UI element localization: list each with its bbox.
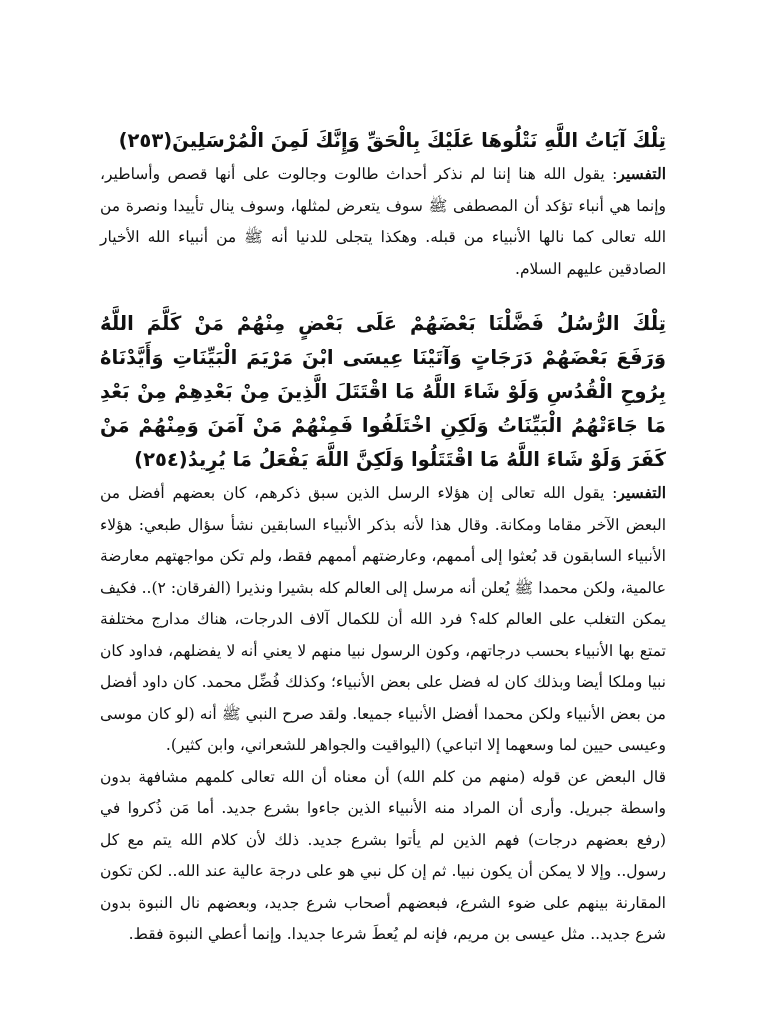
tafsir-text: : يقول الله هنا إننا لم نذكر أحداث طالوت وجالوت على أنها قصص وأساطير، وإنما هي أنباء تؤكد أن المصطفى ﷺ سوف يتعرض لمثلها، وسوف ينال تأييدا ونصرة من الله تعالى كما نالها الأنبياء من قبله. وهكذا يتجلى للدنيا أنه ﷺ من أنبياء الله الأخيار الصادقين عليهم السلام. [100, 165, 666, 278]
tafsir-text: : يقول الله تعالى إن هؤلاء الرسل الذين سبق ذكرهم، كان بعضهم أفضل من البعض الآخر مقاما ومكانة. وقال هذا لأنه بذكر الأنبياء السابقين نشأ سؤال طبعي: هؤلاء الأنبياء السابقون قد بُعثوا إلى أممهم، وعارضتهم أممهم فقط، ولم تكن مواجهتهم معارضة عالمية، ولكن محمدا ﷺ يُعلن أنه مرسل إلى العالم كله بشيرا ونذيرا (الفرقان: ٢).. فكيف يمكن التغلب على العالم كله؟ فرد الله أن للكمال آلاف الدرجات، هناك مدارج مختلفة تمتع بها الأنبياء بحسب درجاتهم، وكون الرسول نبيا منهم لا يعني أنه لا يفضلهم، فداود كان نبيا وملكا أيضا وبذلك كان له فضل على بعض الأنبياء؛ وكذلك فُضِّل محمد. كان داود أفضل من بعض الأنبياء ولكن محمدا أفضل الأنبياء جميعا. ولقد صرح النبي ﷺ أنه (لو كان موسى وعيسى حيين لما وسعهما إلا اتباعي) (اليواقيت والجواهر للشعراني، وابن كثير). [100, 484, 666, 754]
commentary-paragraph: قال البعض عن قوله (منهم من كلم الله) أن معناه أن الله تعالى كلمهم مشافهة بدون واسطة جبريل. وأرى أن المراد منه الأنبياء الذين جاءوا بشرع جديد. أما مَن ذُكروا في (رفع بعضهم درجات) فهم الذين لم يأتوا بشرع جديد. ذلك لأن كلام الله يتم مع كل رسول.. وإلا لا يمكن أن يكون نبيا. ثم إن كل نبي هو على درجة عالية عند الله.. لكن تكون المقارنة بينهم على ضوء الشرع، فبعضهم أصحاب شرع جديد، وبعضهم نال النبوة بدون شرع جديد.. مثل عيسى بن مريم، فإنه لم يُعطَ شرعا جديدا. وإنما أعطي النبوة فقط. [100, 767, 666, 943]
tafsir-254 [100, 477, 666, 762]
document-page [100, 124, 666, 951]
tafsir-label: التفسير [617, 483, 666, 502]
tafsir-label: التفسير [617, 164, 666, 183]
verse-253: تِلْكَ آيَاتُ اللَّهِ نَتْلُوهَا عَلَيْكَ بِالْحَقِّ وَإِنَّكَ لَمِنَ الْمُرْسَلِينَ(٢٥٣) [118, 129, 666, 152]
verse-254: تِلْكَ الرُّسُلُ فَضَّلْنَا بَعْضَهُمْ عَلَى بَعْضٍ مِنْهُمْ مَنْ كَلَّمَ اللَّهُ وَرَفَعَ بَعْضَهُمْ دَرَجَاتٍ وَآتَيْنَا عِيسَى ابْنَ مَرْيَمَ الْبَيِّنَاتِ وَأَيَّدْنَاهُ بِرُوحِ الْقُدُسِ وَلَوْ شَاءَ اللَّهُ مَا اقْتَتَلَ الَّذِينَ مِنْ بَعْدِهِمْ مِنْ بَعْدِ مَا جَاءَتْهُمُ الْبَيِّنَاتُ وَلَكِنِ اخْتَلَفُوا فَمِنْهُمْ مَنْ آمَنَ وَمِنْهُمْ مَنْ كَفَرَ وَلَوْ شَاءَ اللَّهُ مَا اقْتَتَلُوا وَلَكِنَّ اللَّهَ يَفْعَلُ مَا يُرِيدُ(٢٥٤) [100, 312, 666, 471]
section-spacer [100, 285, 666, 307]
tafsir-253 [100, 158, 666, 285]
